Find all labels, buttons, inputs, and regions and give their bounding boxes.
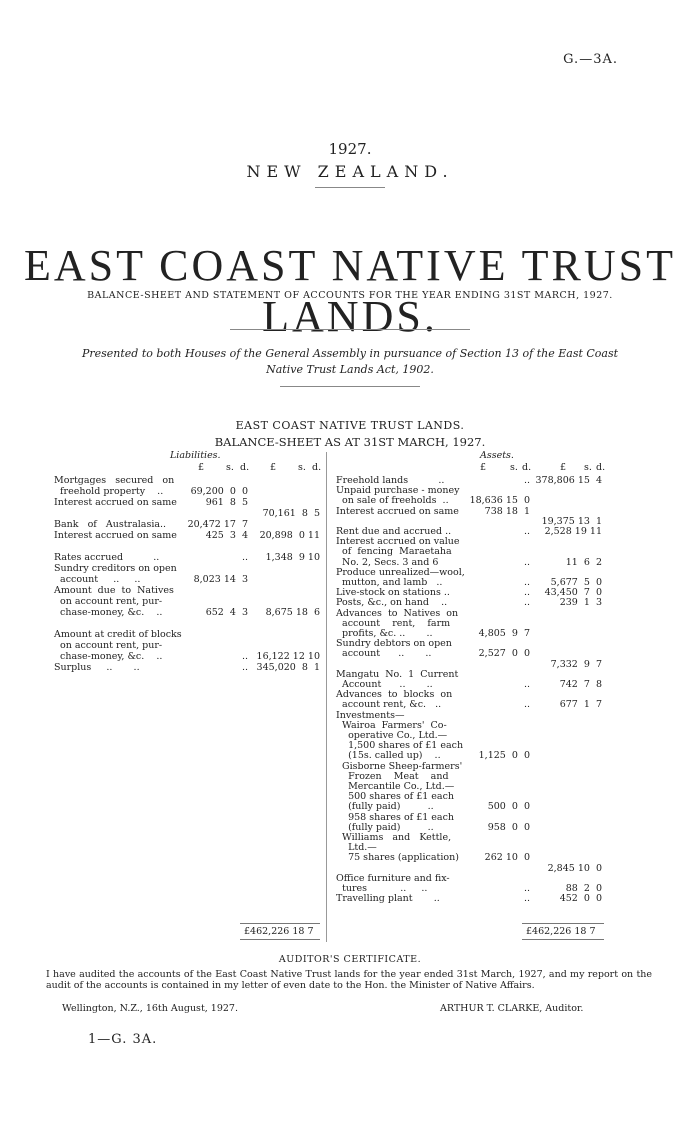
liab-d-header: d.	[240, 462, 250, 473]
liab-row-label: Amount at credit of blocks	[54, 629, 182, 640]
country-heading: NEW ZEALAND.	[246, 162, 454, 181]
asset-row-label: Gisborne Sheep-farmers'	[336, 760, 463, 772]
liab-row-inner-amount: 961 8 5	[205, 497, 248, 508]
asset-row-outer-amount: 452 0 0	[559, 893, 602, 905]
asset-row-label: tures .. ..	[336, 883, 428, 894]
asset-row-inner-amount: 1,125 0 0	[478, 750, 530, 762]
liab-row-outer-amount: 345,020 8 1	[256, 662, 320, 673]
asset-row-inner-amount: ..	[523, 556, 530, 568]
asset-row-label: account rent, &c. ..	[336, 699, 442, 711]
liab-row-label: on account rent, pur-	[54, 640, 163, 651]
center-divider	[326, 452, 327, 942]
asset-row-label: on sale of freeholds ..	[336, 495, 449, 507]
assets-label: Assets.	[480, 450, 514, 461]
asset-row-label: 958 shares of £1 each	[336, 811, 455, 823]
liab-row-inner-amount: ..	[241, 662, 248, 673]
liab-row-label: Surplus .. ..	[54, 662, 140, 673]
asset-row-outer-amount: 2,845 10 0	[547, 862, 602, 874]
asset-pound-header: £	[480, 462, 487, 473]
liab-row-label: Amount due to Natives	[54, 585, 174, 596]
asset-row-outer-amount: 378,806 15 4	[535, 475, 602, 486]
liab-total-rule-bottom	[240, 939, 320, 940]
liab-row-outer-amount: 20,898 0 11	[259, 530, 320, 541]
asset-row-label: Interest accrued on value	[336, 536, 460, 548]
liab-row-outer-amount: 16,122 12 10	[256, 651, 320, 662]
assets-total: £462,226 18 7	[526, 926, 596, 937]
asset-row-label: Mangatu No. 1 Current	[336, 668, 459, 680]
liab-total-rule	[240, 923, 320, 924]
liab-row-inner-amount: 20,472 17 7	[187, 519, 248, 530]
liab-row-inner-amount: 425 3 4	[205, 530, 248, 541]
asset-row-label: Posts, &c., on hand ..	[336, 597, 448, 609]
asset-d-header-2: d.	[596, 462, 606, 473]
liab-row-label: chase-money, &c. ..	[54, 607, 163, 618]
liab-row-label: on account rent, pur-	[54, 596, 163, 607]
liab-row-label: freehold property ..	[54, 486, 164, 497]
liab-row-outer-amount: 70,161 8 5	[262, 508, 320, 519]
asset-row-label: account .. ..	[336, 648, 432, 660]
asset-row-label: 1,500 shares of £1 each	[336, 740, 464, 752]
asset-row-inner-amount: ..	[523, 597, 530, 609]
page-subtitle: BALANCE-SHEET AND STATEMENT OF ACCOUNTS FOR THE YEAR ENDING 31ST MARCH, 1927.	[87, 290, 613, 301]
liab-d-header-2: d.	[312, 462, 322, 473]
asset-pound-header-2: £	[560, 462, 567, 473]
divider	[280, 386, 420, 387]
asset-row-label: Wairoa Farmers' Co-	[336, 719, 447, 731]
asset-row-label: 75 shares (application)	[336, 852, 459, 864]
liab-s-header-2: s.	[298, 462, 306, 473]
liab-row-label: Mortgages secured on	[54, 475, 175, 486]
asset-row-label: Produce unrealized—wool,	[336, 566, 465, 578]
asset-row-outer-amount: 742 7 8	[559, 679, 602, 690]
asset-row-inner-amount: ..	[523, 587, 530, 599]
liab-row-label: Sundry creditors on open	[54, 563, 177, 574]
sheet-heading: EAST COAST NATIVE TRUST LANDS.	[235, 419, 465, 432]
asset-row-label: Office furniture and fix-	[336, 872, 450, 884]
asset-row-label: No. 2, Secs. 3 and 6	[336, 556, 439, 568]
asset-total-rule	[522, 923, 604, 924]
asset-row-inner-amount: 262 10 0	[484, 852, 530, 864]
divider	[315, 187, 385, 188]
sheet-subheading: BALANCE-SHEET AS AT 31ST MARCH, 1927.	[214, 435, 486, 449]
asset-row-label: (15s. called up) ..	[336, 750, 441, 762]
asset-row-label: (fully paid) ..	[336, 821, 434, 833]
liab-row-label: chase-money, &c. ..	[54, 651, 163, 662]
liab-pound-header-2: £	[270, 462, 277, 473]
auditor-signature: ARTHUR T. CLARKE, Auditor.	[440, 1003, 584, 1014]
asset-row-label: Unpaid purchase - money	[336, 485, 460, 497]
asset-row-outer-amount: 11 6 2	[565, 556, 602, 568]
asset-row-label: Freehold lands ..	[336, 475, 445, 486]
asset-row-label: Sundry debtors on open	[336, 638, 452, 650]
asset-row-outer-amount: 43,450 7 0	[544, 587, 602, 599]
asset-total-rule-bottom	[522, 939, 604, 940]
asset-row-inner-amount: 2,527 0 0	[478, 648, 530, 660]
liab-row-inner-amount: 8,023 14 3	[193, 574, 248, 585]
asset-row-inner-amount: ..	[523, 893, 530, 905]
asset-row-label: Travelling plant ..	[336, 893, 440, 905]
liab-row-inner-amount: 652 4 3	[205, 607, 248, 618]
liab-row-label: Interest accrued on same	[54, 497, 177, 508]
asset-row-label: Ltd.—	[336, 842, 377, 854]
liab-s-header: s.	[226, 462, 234, 473]
asset-row-label: (fully paid) ..	[336, 801, 434, 813]
auditor-place-date: Wellington, N.Z., 16th August, 1927.	[62, 1003, 238, 1014]
asset-row-outer-amount: 677 1 7	[559, 699, 602, 711]
asset-row-outer-amount: 239 1 3	[559, 597, 602, 609]
liab-row-inner-amount: ..	[241, 651, 248, 662]
page-footer: 1—G. 3A.	[88, 1032, 158, 1047]
asset-row-label: Advances to Natives on	[336, 607, 459, 619]
liab-pound-header: £	[198, 462, 205, 473]
asset-row-inner-amount: 738 18 1	[484, 505, 530, 517]
asset-row-label: Investments—	[336, 709, 405, 721]
auditor-text: I have audited the accounts of the East Coast Native Trust lands for the year ended 31st March, 1927, and my report on the audit of the accounts is contained in my letter of even date to the Hon. the Minister of Native Affairs.	[46, 969, 652, 991]
liab-row-outer-amount: 8,675 18 6	[265, 607, 320, 618]
liab-row-label: account .. ..	[54, 574, 141, 585]
asset-row-inner-amount: ..	[523, 475, 530, 486]
asset-row-inner-amount: 18,636 15 0	[469, 495, 530, 507]
presented-line-1: Presented to both Houses of the General Assembly in pursuance of Section 13 of the East Coast	[81, 347, 619, 360]
presented-note	[60, 346, 640, 378]
liab-row-label: Bank of Australasia..	[54, 519, 167, 530]
asset-row-label: of fencing Maraetaha	[336, 546, 452, 558]
asset-d-header: d.	[522, 462, 532, 473]
asset-row-inner-amount: 958 0 0	[487, 821, 530, 833]
liab-row-outer-amount: 1,348 9 10	[265, 552, 320, 563]
liab-row-label: Rates accrued ..	[54, 552, 160, 563]
asset-s-header: s.	[510, 462, 518, 473]
asset-row-label: Advances to blocks on	[336, 689, 453, 701]
asset-row-label: Live-stock on stations ..	[336, 587, 450, 599]
liab-row-label: Interest accrued on same	[54, 530, 177, 541]
asset-row-label: Account .. ..	[336, 679, 433, 690]
asset-row-label: mutton, and lamb ..	[336, 577, 443, 588]
asset-row-inner-amount: 4,805 9 7	[478, 628, 530, 639]
asset-row-inner-amount: ..	[523, 577, 530, 588]
liabilities-label: Liabilities.	[170, 450, 221, 461]
asset-row-label: profits, &c. .. ..	[336, 628, 433, 639]
asset-row-label: Rent due and accrued ..	[336, 526, 452, 537]
asset-row-inner-amount: 500 0 0	[487, 801, 530, 813]
asset-row-label: 500 shares of £1 each	[336, 791, 455, 803]
asset-row-inner-amount: ..	[523, 679, 530, 690]
asset-row-label: operative Co., Ltd.—	[336, 730, 448, 741]
document-reference: G.—3A.	[563, 52, 618, 67]
page-title: EAST COAST NATIVE TRUST LANDS.	[23, 241, 677, 341]
asset-row-outer-amount: 2,528 19 11	[544, 526, 602, 537]
asset-row-outer-amount: 5,677 5 0	[550, 577, 602, 588]
asset-row-label: Mercantile Co., Ltd.—	[336, 781, 455, 792]
asset-row-outer-amount: 7,332 9 7	[550, 658, 602, 670]
asset-row-inner-amount: ..	[523, 699, 530, 711]
presented-line-2: Native Trust Lands Act, 1902.	[266, 363, 434, 376]
liab-row-inner-amount: ..	[241, 552, 248, 563]
asset-row-label: account rent, farm	[336, 617, 451, 629]
auditor-heading: AUDITOR'S CERTIFICATE.	[278, 954, 422, 965]
asset-row-label: Interest accrued on same	[336, 505, 459, 517]
asset-s-header-2: s.	[584, 462, 592, 473]
asset-row-inner-amount: ..	[523, 526, 530, 537]
liab-row-inner-amount: 69,200 0 0	[190, 486, 248, 497]
asset-row-label: Williams and Kettle,	[336, 832, 452, 843]
document-year: 1927.	[328, 140, 372, 158]
divider	[230, 329, 470, 330]
asset-row-inner-amount: ..	[523, 883, 530, 894]
liabilities-total: £462,226 18 7	[244, 926, 314, 937]
asset-row-outer-amount: 19,375 13 1	[541, 515, 602, 527]
asset-row-label: Frozen Meat and	[336, 770, 449, 782]
asset-row-outer-amount: 88 2 0	[565, 883, 602, 894]
